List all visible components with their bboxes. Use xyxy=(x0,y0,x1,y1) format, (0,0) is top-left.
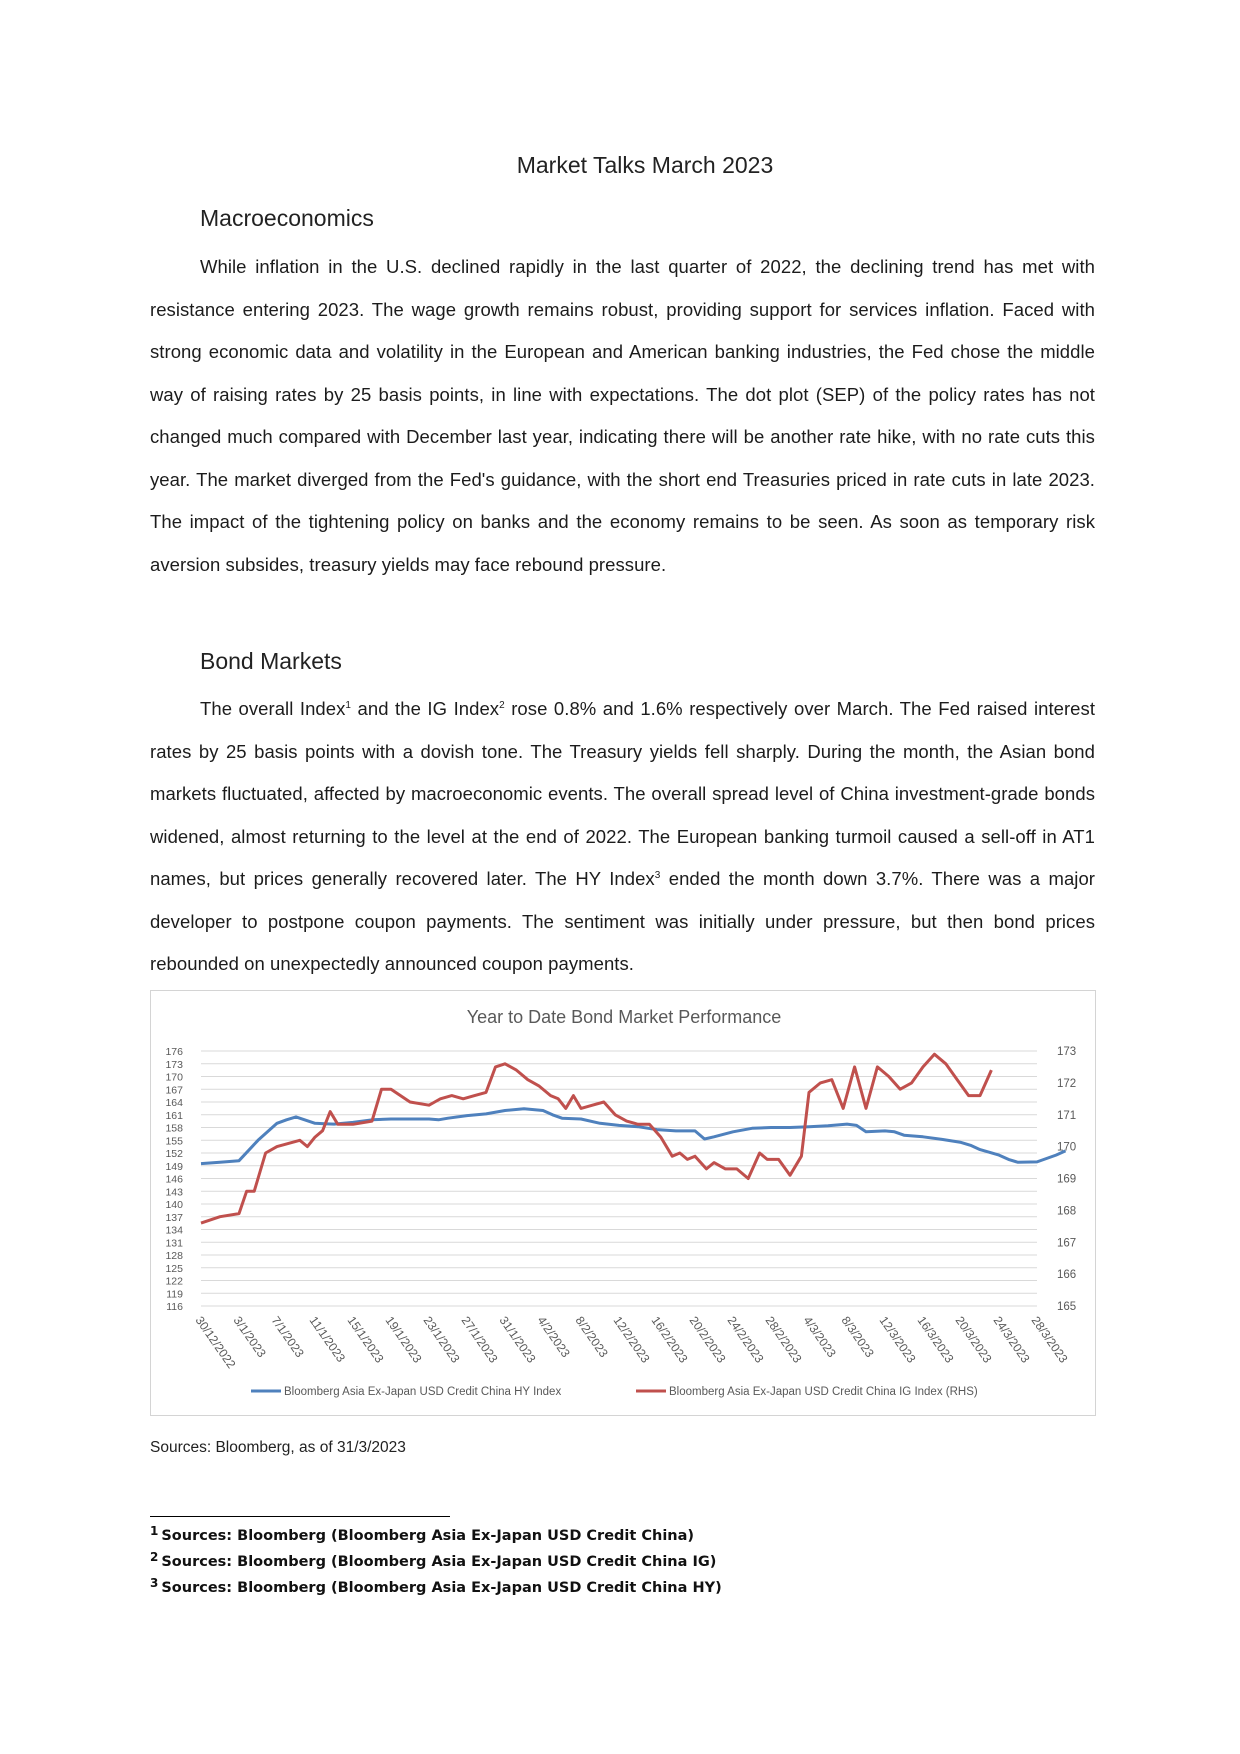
footnote-ref-1[interactable]: 1 xyxy=(345,700,352,711)
y-left-tick-label: 140 xyxy=(165,1199,183,1211)
bond-text-2: and the IG Index xyxy=(351,698,500,719)
y-right-tick-label: 169 xyxy=(1057,1173,1077,1186)
x-tick-label: 28/3/2023 xyxy=(1028,1313,1071,1366)
footnote-3-number: 3 xyxy=(150,1576,159,1590)
y-left-tick-label: 128 xyxy=(165,1250,183,1262)
x-tick-label: 11/1/2023 xyxy=(306,1313,349,1365)
footnote-1-number: 1 xyxy=(150,1524,159,1538)
y-right-tick-label: 167 xyxy=(1057,1237,1077,1250)
y-left-tick-label: 125 xyxy=(165,1262,183,1275)
footnote-2 xyxy=(150,1550,716,1570)
x-tick-label: 20/2/2023 xyxy=(686,1313,729,1366)
y-left-tick-label: 173 xyxy=(165,1058,183,1071)
x-tick-label: 30/12/2022 xyxy=(192,1313,239,1371)
footnote-3-text: Sources: Bloomberg (Bloomberg Asia Ex-Japan USD Credit China HY) xyxy=(161,1580,722,1596)
y-left-tick-label: 161 xyxy=(165,1109,183,1122)
sources-note: Sources: Bloomberg, as of 31/3/2023 xyxy=(150,1439,406,1456)
x-tick-label: 27/1/2023 xyxy=(458,1313,501,1366)
x-tick-label: 7/1/2023 xyxy=(268,1313,307,1360)
bond-text-3: rose 0.8% and 1.6% respectively over March. The Fed raised interest rates by 25 basis points with a dovish tone. The Treasury yields fell sharply. During the month, the Asian bond markets fluctuated, affected by macroeconomic events. The overall spread level of China investment-grade bonds widened, almost returning to the level at the end of 2022. The European banking turmoil caused a sell-off in AT1 names, but prices generally recovered later. The HY Index xyxy=(150,698,1096,889)
x-tick-label: 8/3/2023 xyxy=(838,1313,877,1360)
footnote-2-number: 2 xyxy=(150,1550,159,1564)
chart-container xyxy=(150,990,1096,1416)
y-right-tick-label: 171 xyxy=(1057,1109,1077,1122)
y-left-tick-label: 143 xyxy=(165,1186,183,1199)
x-tick-label: 8/2/2023 xyxy=(572,1313,611,1360)
y-right-tick-label: 170 xyxy=(1057,1141,1077,1154)
y-left-tick-label: 164 xyxy=(165,1097,183,1109)
footnote-2-text: Sources: Bloomberg (Bloomberg Asia Ex-Japan USD Credit China IG) xyxy=(161,1554,717,1570)
heading-bond-markets: Bond Markets xyxy=(200,648,342,674)
x-tick-label: 12/3/2023 xyxy=(876,1313,919,1366)
y-left-tick-label: 131 xyxy=(165,1237,183,1250)
y-left-tick-label: 137 xyxy=(165,1211,183,1224)
bond-text-1: The overall Index xyxy=(200,698,346,719)
y-left-tick-label: 134 xyxy=(165,1224,183,1237)
chart-title: Year to Date Bond Market Performance xyxy=(466,1007,782,1027)
y-left-tick-label: 116 xyxy=(166,1301,183,1313)
x-tick-label: 31/1/2023 xyxy=(496,1313,539,1366)
heading-macroeconomics: Macroeconomics xyxy=(200,205,374,231)
x-tick-label: 19/1/2023 xyxy=(382,1313,425,1366)
x-tick-label: 16/2/2023 xyxy=(648,1313,691,1366)
x-tick-label: 12/2/2023 xyxy=(610,1313,653,1366)
footnote-3 xyxy=(150,1576,722,1596)
x-tick-label: 3/1/2023 xyxy=(230,1313,269,1360)
footnote-1-text: Sources: Bloomberg (Bloomberg Asia Ex-Japan USD Credit China) xyxy=(161,1528,695,1544)
x-tick-label: 20/3/2023 xyxy=(952,1313,995,1366)
x-tick-label: 24/3/2023 xyxy=(990,1313,1033,1366)
paragraph-bond-markets xyxy=(150,688,1095,986)
y-right-tick-label: 165 xyxy=(1057,1301,1077,1313)
series-line-ig-index xyxy=(201,1054,991,1223)
bond-text-4: ended the month down 3.7%. There was a major developer to postpone coupon payments. The sentiment was initially under pressure, but then bond prices rebounded on unexpectedly announced coupon payments. xyxy=(150,868,1096,974)
y-left-tick-label: 167 xyxy=(165,1084,183,1097)
y-left-tick-label: 152 xyxy=(165,1148,183,1160)
bond-performance-chart xyxy=(151,991,1097,1417)
x-tick-label: 4/2/2023 xyxy=(534,1313,573,1360)
y-left-tick-label: 149 xyxy=(165,1160,183,1173)
y-left-tick-label: 170 xyxy=(165,1071,183,1084)
footnote-divider xyxy=(150,1516,450,1517)
footnote-ref-3[interactable]: 3 xyxy=(654,870,661,881)
y-left-tick-label: 146 xyxy=(165,1173,183,1186)
y-right-tick-label: 168 xyxy=(1057,1205,1077,1218)
legend-label-hy: Bloomberg Asia Ex-Japan USD Credit China HY Index xyxy=(284,1386,562,1398)
y-right-tick-label: 173 xyxy=(1057,1046,1077,1058)
y-right-tick-label: 172 xyxy=(1057,1077,1077,1090)
x-tick-label: 23/1/2023 xyxy=(420,1313,463,1366)
y-right-tick-label: 166 xyxy=(1057,1269,1077,1282)
footnote-1 xyxy=(150,1524,694,1544)
legend-label-ig: Bloomberg Asia Ex-Japan USD Credit China IG Index (RHS) xyxy=(669,1386,978,1398)
y-left-tick-label: 119 xyxy=(166,1288,183,1301)
document-title: Market Talks March 2023 xyxy=(516,152,774,178)
x-tick-label: 28/2/2023 xyxy=(762,1313,805,1366)
x-tick-label: 16/3/2023 xyxy=(914,1313,957,1366)
x-tick-label: 15/1/2023 xyxy=(344,1313,387,1366)
y-left-tick-label: 158 xyxy=(165,1122,183,1135)
footnote-ref-2[interactable]: 2 xyxy=(499,700,505,711)
series-line-hy-index xyxy=(201,1109,1066,1164)
y-left-tick-label: 155 xyxy=(165,1135,183,1148)
y-left-tick-label: 176 xyxy=(165,1046,183,1058)
paragraph-macroeconomics: While inflation in the U.S. declined rapidly in the last quarter of 2022, the declining trend has met with resistance entering 2023. The wage growth remains robust, providing support for services inflation. Faced with strong economic data and volatility in the European and American banking industries, the Fed chose the middle way of raising rates by 25 basis points, in line with expectations. The dot plot (SEP) of the policy rates has not changed much compared with December last year, indicating there will be another rate hike, with no rate cuts this year. The market diverged from the Fed's guidance, with the short end Treasuries priced in rate cuts in late 2023. The impact of the tightening policy on banks and the economy remains to be seen. As soon as temporary risk aversion subsides, treasury yields may face rebound pressure. xyxy=(150,256,1095,575)
x-tick-label: 4/3/2023 xyxy=(800,1313,839,1360)
y-left-tick-label: 122 xyxy=(165,1275,183,1288)
x-tick-label: 24/2/2023 xyxy=(724,1313,767,1366)
